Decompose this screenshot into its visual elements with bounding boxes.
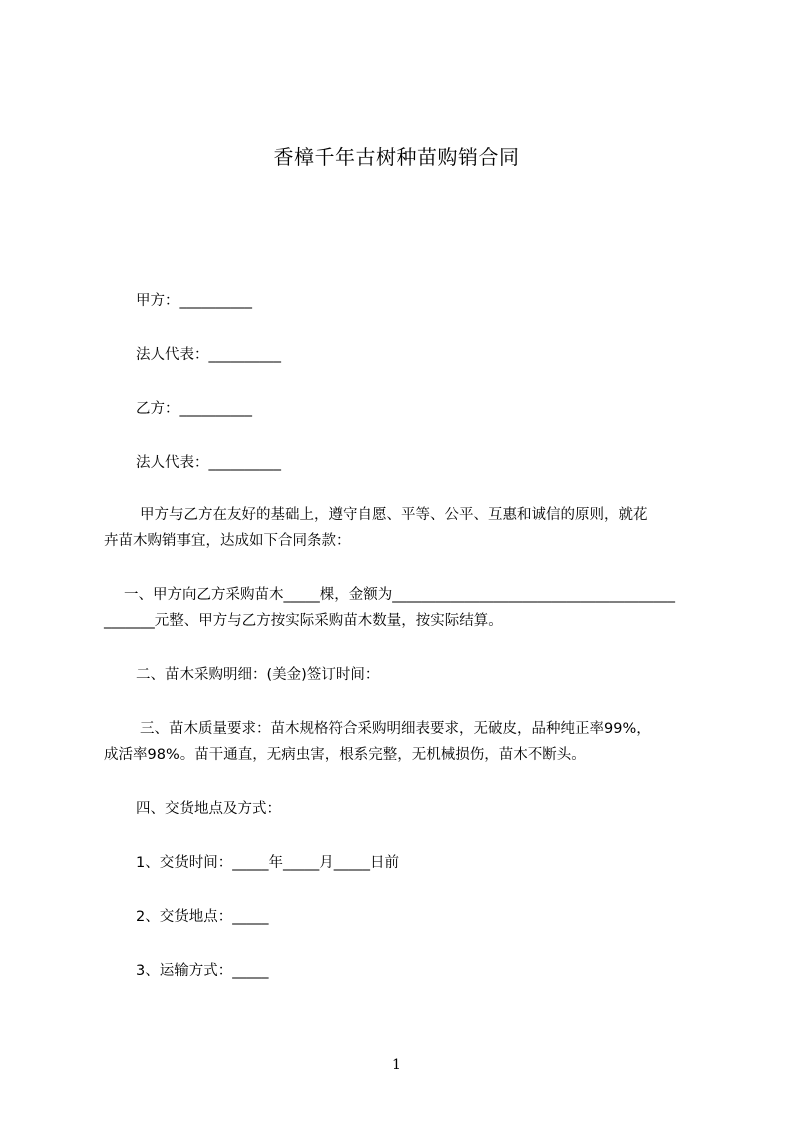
party-b-rep-line: 法人代表：__________: [136, 455, 281, 471]
clause-2: 二、苗木采购明细：(美金)签订时间：: [136, 667, 380, 683]
clause-3-line-2: 成活率98%。苗干通直，无病虫害，根系完整，无机械损伤，苗木不断头。: [104, 747, 586, 763]
transport-method: 3、运输方式：_____: [136, 963, 269, 979]
party-a-line: 甲方：__________: [136, 293, 252, 309]
intro-line-2: 卉苗木购销事宜，达成如下合同条款：: [104, 533, 351, 549]
intro-line-1: 甲方与乙方在友好的基础上，遵守自愿、平等、公平、互惠和诚信的原则，就花: [140, 507, 648, 523]
clause-4: 四、交货地点及方式：: [136, 801, 281, 817]
party-a-rep-line: 法人代表：__________: [136, 347, 281, 363]
delivery-time: 1、交货时间：_____年_____月_____日前: [136, 855, 399, 871]
clause-1-line-2: _______元整、甲方与乙方按实际采购苗木数量，按实际结算。: [104, 613, 503, 629]
clause-3-line-1: 三、苗木质量要求：苗木规格符合采购明细表要求，无破皮，品种纯正率99%，: [140, 721, 651, 737]
delivery-location: 2、交货地点：_____: [136, 909, 269, 925]
party-b-line: 乙方：__________: [136, 401, 252, 417]
page-number: 1: [392, 1057, 401, 1073]
contract-title: 香樟千年古树种苗购销合同: [273, 145, 520, 169]
clause-1-line-1: 一、甲方向乙方采购苗木_____棵，金额为_______________________________________: [124, 587, 675, 603]
